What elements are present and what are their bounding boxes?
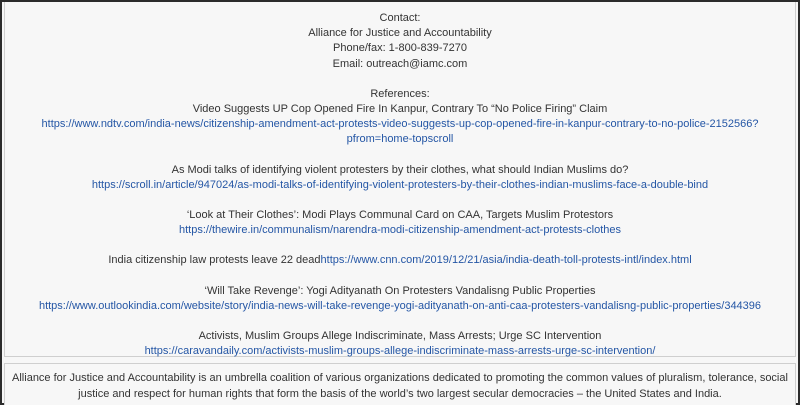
- reference-link-3[interactable]: https://thewire.in/communalism/narendra-modi-citizenship-amendment-act-protests-clothes: [178, 224, 621, 237]
- reference-link-1[interactable]: https://www.ndtv.com/india-news/citizenship-amendment-act-protests-video-suggests-up-cop-opened-fire-in-kanpur-contrary-to-no-police-2152566?: [41, 118, 759, 131]
- contact-email: Email: outreach@iamc.com: [332, 57, 468, 70]
- reference-link-1-continued[interactable]: pfrom=home-topscroll: [346, 133, 454, 146]
- reference-title-4: India citizenship law protests leave 22 dead: [108, 254, 321, 267]
- reference-title-5: ‘Will Take Revenge’: Yogi Adityanath On Protesters Vandalisng Public Properties: [204, 284, 596, 297]
- contact-org-name: Alliance for Justice and Accountability: [308, 27, 492, 40]
- reference-title-3: ‘Look at Their Clothes’: Modi Plays Communal Card on CAA, Targets Muslim Protestors: [186, 209, 614, 222]
- reference-link-6[interactable]: https://caravandaily.com/activists-muslim-groups-allege-indiscriminate-mass-arrests-urge-sc-intervention/: [144, 345, 656, 358]
- reference-link-5[interactable]: https://www.outlookindia.com/website/story/india-news-will-take-revenge-yogi-adityanath-on-anti-caa-protesters-vandalisng-public-properties/344396: [38, 299, 762, 312]
- references-heading: References:: [370, 87, 430, 100]
- contact-heading: Contact:: [379, 12, 421, 24]
- reference-title-6: Activists, Muslim Groups Allege Indiscriminate, Mass Arrests; Urge SC Intervention: [198, 330, 602, 343]
- spacer: [5, 269, 795, 284]
- reference-link-4[interactable]: https://www.cnn.com/2019/12/21/asia/india-death-toll-protests-intl/index.html: [320, 254, 692, 267]
- spacer: [5, 193, 795, 208]
- spacer: [5, 314, 795, 329]
- reference-link-2[interactable]: https://scroll.in/article/947024/as-modi-talks-of-identifying-violent-protesters-by-their-clothes-indian-muslims-face-a-double-bind: [91, 178, 709, 191]
- footer-text-line-2: justice and respect for human rights that form the basis of the world’s two largest secular democracies – the United States and India.: [78, 388, 722, 400]
- spacer: [5, 72, 795, 87]
- footer-panel: [4, 363, 796, 405]
- footer-text-line-1: Alliance for Justice and Accountability is an umbrella coalition of various organizations dedicated to promoting the common values of pluralism, tolerance, social: [12, 372, 788, 384]
- main-content-panel: [4, 2, 796, 357]
- reference-item-4: [5, 253, 795, 268]
- spacer: [5, 238, 795, 253]
- spacer: [5, 148, 795, 163]
- reference-title-2: As Modi talks of identifying violent protesters by their clothes, what should Indian Muslims do?: [171, 163, 629, 176]
- reference-title-1: Video Suggests UP Cop Opened Fire In Kanpur, Contrary To “No Police Firing” Claim: [192, 103, 608, 116]
- contact-phone: Phone/fax: 1-800-839-7270: [333, 42, 467, 55]
